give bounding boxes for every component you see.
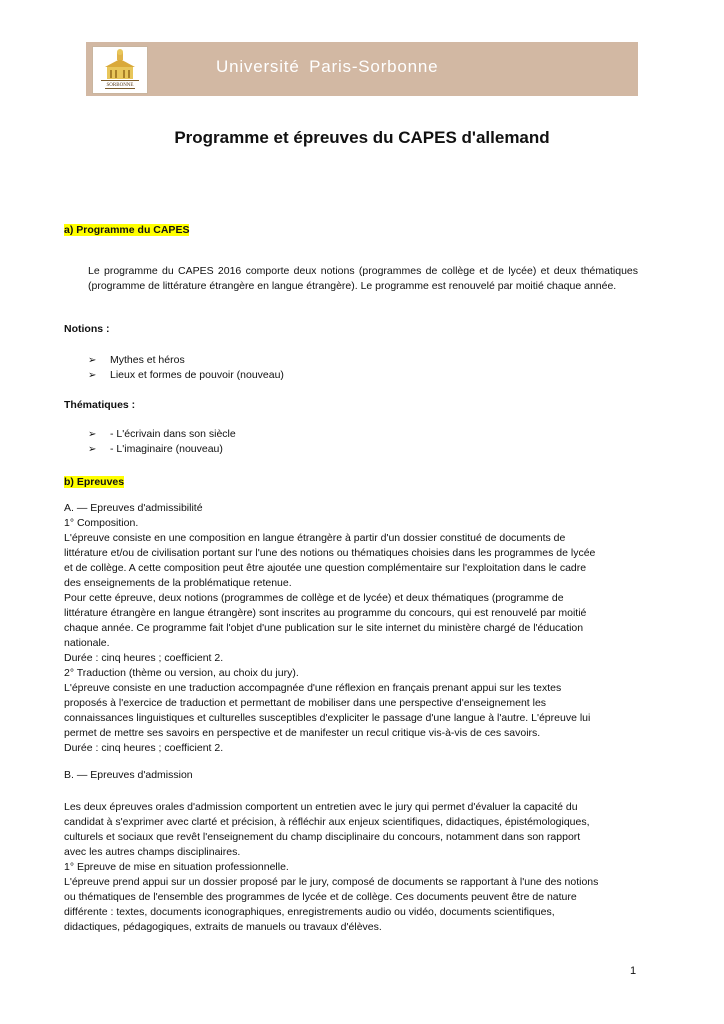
university-banner	[86, 42, 638, 96]
text-line: Pour cette épreuve, deux notions (programmes de collège et de lycée) et deux thématiques (programme de	[64, 592, 564, 604]
thematiques-heading: Thématiques :	[64, 399, 136, 411]
thematiques-list	[88, 427, 236, 457]
text-line: 2° Traduction (thème ou version, au choix du jury).	[64, 667, 299, 679]
text-line: L'épreuve prend appui sur un dossier proposé par le jury, composé de documents se rapportant à l'une des notions	[64, 876, 599, 888]
notions-heading: Notions :	[64, 323, 110, 335]
text-line: avec les autres champs disciplinaires.	[64, 846, 241, 858]
arrow-bullet-icon: ➢	[88, 444, 97, 455]
text-line: 1° Composition.	[64, 517, 139, 529]
text-line: littérature et/ou de civilisation portant sur l'une des notions ou thématiques choisies dans les programmes de lycée	[64, 547, 596, 559]
admission-heading: B. — Epreuves d'admission	[64, 769, 193, 781]
list-item: ➢ - L'imaginaire (nouveau)	[88, 443, 223, 455]
text-line: A. — Epreuves d'admissibilité	[64, 502, 203, 514]
text-line: culturels et sociaux que revêt l'enseignement du champ disciplinaire du concours, notamment dans son rapport	[64, 831, 581, 843]
list-item: ➢ Lieux et formes de pouvoir (nouveau)	[88, 369, 284, 381]
text-line: et de collège. A cette composition peut être ajoutée une question complémentaire sur l'exploitation dans le cadre	[64, 562, 587, 574]
arrow-bullet-icon: ➢	[88, 370, 97, 381]
admissibilite-block	[64, 501, 664, 756]
page-number: 1	[630, 965, 637, 977]
text-line: différente : textes, documents iconographiques, enregistrements audio ou vidéo, documents scientifiques,	[64, 906, 555, 918]
admission-block	[64, 800, 664, 935]
text-line: didactiques, pédagogiques, extraits de manuels ou travaux d'élèves.	[64, 921, 382, 933]
text-line: nationale.	[64, 637, 110, 649]
text-line: des enseignements de la problématique retenue.	[64, 577, 292, 589]
section-b-heading: b) Epreuves	[64, 476, 125, 488]
list-item: ➢ Mythes et héros	[88, 354, 185, 366]
arrow-bullet-icon: ➢	[88, 429, 97, 440]
text-line: 1° Epreuve de mise en situation professionnelle.	[64, 861, 289, 873]
text-line: Durée : cinq heures ; coefficient 2.	[64, 652, 224, 664]
page-title: Programme et épreuves du CAPES d'allemand	[174, 128, 550, 147]
text-line: L'épreuve consiste en une composition en langue étrangère à partir d'un dossier constitué de documents de	[64, 532, 566, 544]
text-line: littérature étrangère en langue étrangère) sont inscrites au programme du concours, qui est renouvelé par moitié	[64, 607, 587, 619]
university-name: Université Paris-Sorbonne	[216, 57, 439, 76]
text-line: Les deux épreuves orales d'admission comportent un entretien avec le jury qui permet d'évaluer la capacité du	[64, 801, 578, 813]
text-line: L'épreuve consiste en une traduction accompagnée d'une réflexion en français prenant appui sur les textes	[64, 682, 562, 694]
list-item: ➢ - L'écrivain dans son siècle	[88, 428, 236, 440]
programme-intro: Le programme du CAPES 2016 comporte deux notions (programmes de collège et de lycée) et deux thématiques (programme de littérature étrangère en langue étrangère). Le programme est renouvelé par moitié chaque année.	[88, 265, 638, 292]
section-a-heading: a) Programme du CAPES	[64, 224, 190, 236]
text-line: connaissances linguistiques et culturelles susceptibles d'expliciter le passage d'une langue à l'autre. L'épreuve lui	[64, 712, 591, 724]
text-line: permet de mettre ses savoirs en perspective et de manifester un recul critique vis-à-vis de ces savoirs.	[64, 727, 541, 739]
text-line: proposés à l'exercice de traduction et permettant de mobiliser dans une perspective d'enseignement les	[64, 697, 547, 709]
text-line: chaque année. Ce programme fait l'objet d'une publication sur le site internet du ministère chargé de l'éducation	[64, 622, 584, 634]
text-line: Durée : cinq heures ; coefficient 2.	[64, 742, 224, 754]
text-line: ou thématiques de l'ensemble des programmes de lycée et de collège. Ces documents peuvent être de nature	[64, 891, 577, 903]
arrow-bullet-icon: ➢	[88, 355, 97, 366]
logo-text: SORBONNE	[106, 83, 134, 88]
text-line: candidat à s'exprimer avec clarté et précision, à réfléchir aux enjeux scientifiques, didactiques, épistémologiques,	[64, 816, 590, 828]
notions-list	[88, 353, 284, 383]
sorbonne-logo	[92, 46, 148, 94]
